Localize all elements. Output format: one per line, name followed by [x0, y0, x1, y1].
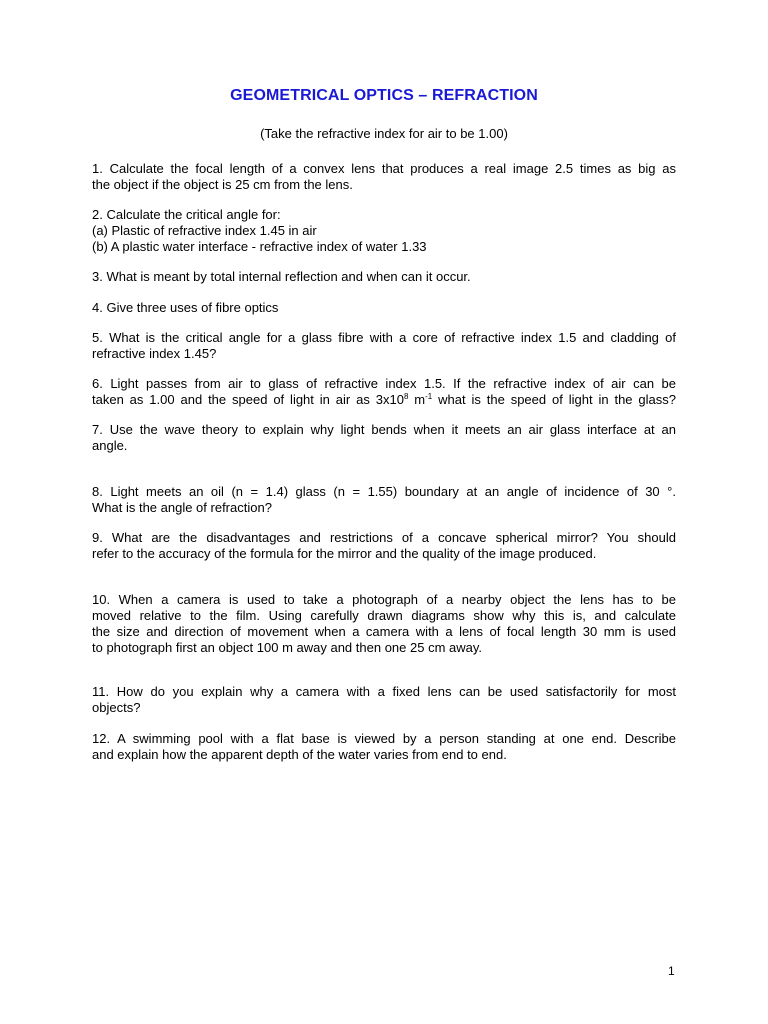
- question-2: [92, 207, 676, 255]
- question-line: to photograph first an object 100 m away and then one 25 cm away.: [92, 640, 482, 655]
- question-line: 2. Calculate the critical angle for:: [92, 207, 281, 222]
- question-9: [92, 530, 676, 562]
- question-line: the object if the object is 25 cm from the lens.: [92, 177, 353, 192]
- question-line: 12. A swimming pool with a flat base is viewed by a person standing at one end. Describe: [92, 731, 676, 746]
- page-number: 1: [668, 964, 675, 978]
- question-12: [92, 731, 676, 763]
- question-line: 8. Light meets an oil (n = 1.4) glass (n = 1.55) boundary at an angle of incidence of 30 °.: [92, 484, 676, 499]
- superscript: 8: [403, 392, 409, 401]
- question-line: (a) Plastic of refractive index 1.45 in air: [92, 223, 317, 238]
- question-line: objects?: [92, 700, 141, 715]
- superscript: -1: [425, 392, 433, 401]
- question-line: the size and direction of movement when a camera with a lens of focal length 30 mm is used: [92, 624, 676, 639]
- question-4: [92, 300, 676, 316]
- question-text: m: [408, 392, 426, 407]
- question-line: refractive index 1.45?: [92, 346, 217, 361]
- question-line: 5. What is the critical angle for a glass fibre with a core of refractive index 1.5 and cladding of: [92, 330, 676, 345]
- question-line: 11. How do you explain why a camera with a fixed lens can be used satisfactorily for most: [92, 684, 676, 699]
- question-line: 10. When a camera is used to take a photograph of a nearby object the lens has to be: [92, 592, 676, 607]
- question-line: 3. What is meant by total internal reflection and when can it occur.: [92, 269, 471, 284]
- question-line: 6. Light passes from air to glass of refractive index 1.5. If the refractive index of air can be: [92, 376, 676, 391]
- question-10: [92, 592, 676, 656]
- question-11: [92, 684, 676, 716]
- question-5: [92, 330, 676, 362]
- question-line: (b) A plastic water interface - refractive index of water 1.33: [92, 239, 427, 254]
- question-line: What is the angle of refraction?: [92, 500, 272, 515]
- question-1: [92, 161, 676, 193]
- page-title: GEOMETRICAL OPTICS – REFRACTION: [230, 87, 538, 104]
- question-line: 9. What are the disadvantages and restrictions of a concave spherical mirror? You should: [92, 530, 676, 545]
- question-6: [92, 376, 676, 408]
- question-7: [92, 422, 676, 454]
- question-8: [92, 484, 676, 516]
- question-line: refer to the accuracy of the formula for the mirror and the quality of the image produced.: [92, 546, 597, 561]
- question-line: 4. Give three uses of fibre optics: [92, 300, 279, 315]
- question-line: 1. Calculate the focal length of a convex lens that produces a real image 2.5 times as big as: [92, 161, 676, 176]
- question-text: what is the speed of light in the glass?: [432, 392, 676, 407]
- question-text: taken as 1.00 and the speed of light in air as 3x10: [92, 392, 404, 407]
- question-line: angle.: [92, 438, 128, 453]
- question-line: 7. Use the wave theory to explain why light bends when it meets an air glass interface at an: [92, 422, 676, 437]
- question-3: [92, 269, 676, 285]
- question-line: and explain how the apparent depth of the water varies from end to end.: [92, 747, 507, 762]
- question-line: [92, 392, 676, 408]
- question-line: moved relative to the film. Using carefully drawn diagrams show why this is, and calculate: [92, 608, 676, 623]
- page-subtitle: (Take the refractive index for air to be 1.00): [260, 126, 508, 141]
